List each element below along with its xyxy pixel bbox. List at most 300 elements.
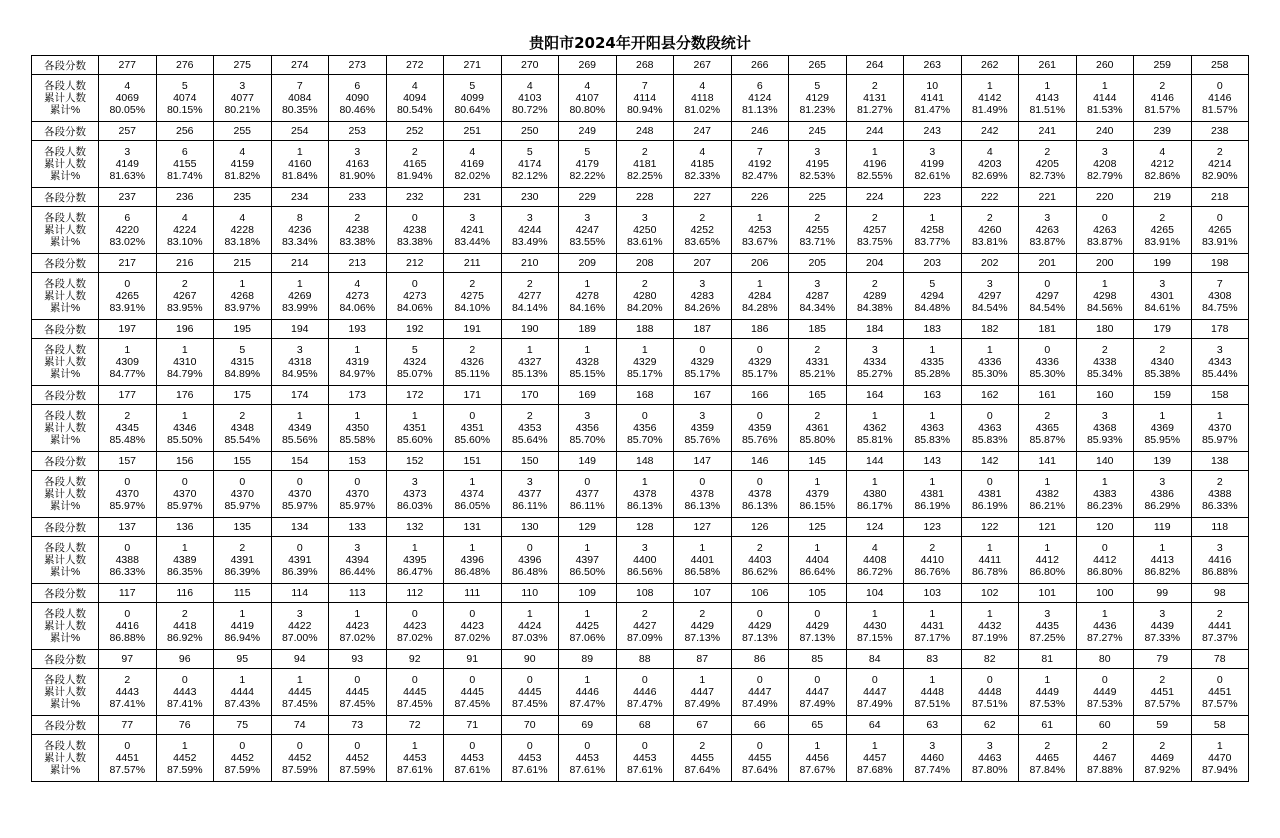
- percent-value: 87.03%: [511, 632, 548, 644]
- stats-cell: [501, 273, 559, 320]
- count-value: 1: [871, 146, 878, 158]
- stats-cell: [329, 471, 387, 518]
- score-cell: 181: [1019, 320, 1077, 339]
- percent-value: 86.15%: [799, 500, 836, 512]
- count-value: 0: [124, 476, 131, 488]
- cumulative-value: 4278: [575, 290, 599, 302]
- count-value: 8: [296, 212, 303, 224]
- score-cell: 197: [99, 320, 157, 339]
- score-cell: 131: [444, 518, 502, 537]
- score-cell: 144: [846, 452, 904, 471]
- stats-cell: [214, 537, 272, 584]
- stats-cell: [214, 75, 272, 122]
- cumulative-value: 4308: [1208, 290, 1232, 302]
- stats-cell: [674, 471, 732, 518]
- cumulative-value: 4328: [575, 356, 599, 368]
- stats-row: [32, 339, 1249, 386]
- stats-cell: [1076, 405, 1134, 452]
- score-cell: 243: [904, 122, 962, 141]
- percent-value: 82.61%: [914, 170, 951, 182]
- count-value: 0: [296, 542, 303, 554]
- percent-value: 86.33%: [109, 566, 146, 578]
- percent-value: 87.43%: [224, 698, 261, 710]
- count-value: 0: [1216, 212, 1223, 224]
- stats-cell: [616, 603, 674, 650]
- score-cell: 147: [674, 452, 732, 471]
- score-cell: 255: [214, 122, 272, 141]
- score-cell: 116: [156, 584, 214, 603]
- count-value: 3: [411, 476, 418, 488]
- stats-row: [32, 603, 1249, 650]
- percent-value: 87.13%: [741, 632, 778, 644]
- count-value: 1: [296, 146, 303, 158]
- percent-value: 87.59%: [166, 764, 203, 776]
- percent-value: 83.97%: [224, 302, 261, 314]
- cumulative-value: 4238: [403, 224, 427, 236]
- percent-value: 84.89%: [224, 368, 261, 380]
- percent-value: 87.88%: [1086, 764, 1123, 776]
- score-cell: 80: [1076, 650, 1134, 669]
- percent-value: 81.49%: [971, 104, 1008, 116]
- score-cell: 256: [156, 122, 214, 141]
- stats-cell: [1076, 273, 1134, 320]
- stats-cell: [846, 669, 904, 716]
- score-cell: 78: [1191, 650, 1249, 669]
- cumulative-value: 4362: [863, 422, 887, 434]
- percent-value: 81.84%: [281, 170, 318, 182]
- count-value: 0: [411, 608, 418, 620]
- cumulative-value: 4196: [863, 158, 887, 170]
- cumulative-value: 4423: [403, 620, 427, 632]
- count-value: 3: [1044, 212, 1051, 224]
- score-cell: 271: [444, 56, 502, 75]
- score-cell: 237: [99, 188, 157, 207]
- count-value: 2: [1159, 212, 1166, 224]
- score-cell: 117: [99, 584, 157, 603]
- stats-cell: [559, 669, 617, 716]
- percent-value: 84.75%: [1201, 302, 1238, 314]
- score-row: [32, 584, 1249, 603]
- score-cell: 248: [616, 122, 674, 141]
- count-value: 1: [469, 542, 476, 554]
- stats-cell: [99, 141, 157, 188]
- score-cell: 195: [214, 320, 272, 339]
- count-value: 3: [1101, 146, 1108, 158]
- percent-value: 80.46%: [339, 104, 376, 116]
- score-cell: 233: [329, 188, 387, 207]
- score-cell: 89: [559, 650, 617, 669]
- stats-cell: [616, 471, 674, 518]
- count-value: 1: [584, 674, 591, 686]
- percent-value: 87.51%: [914, 698, 951, 710]
- score-cell: 62: [961, 716, 1019, 735]
- percent-value: 87.64%: [741, 764, 778, 776]
- score-cell: 261: [1019, 56, 1077, 75]
- count-value: 2: [124, 410, 131, 422]
- score-cell: 250: [501, 122, 559, 141]
- score-cell: 178: [1191, 320, 1249, 339]
- stats-cell: [501, 405, 559, 452]
- percent-value: 87.45%: [396, 698, 433, 710]
- stats-cell: [329, 273, 387, 320]
- stats-cell: [1019, 339, 1077, 386]
- stats-cell: [444, 273, 502, 320]
- cumulative-value: 4452: [288, 752, 312, 764]
- count-value: 2: [354, 212, 361, 224]
- percent-value: 87.47%: [626, 698, 663, 710]
- stats-cell: [559, 603, 617, 650]
- score-cell: 168: [616, 386, 674, 405]
- cumulative-value: 4470: [1208, 752, 1232, 764]
- count-value: 2: [1101, 344, 1108, 356]
- score-cell: 192: [386, 320, 444, 339]
- score-cell: 242: [961, 122, 1019, 141]
- score-cell: 219: [1134, 188, 1192, 207]
- percent-value: 80.94%: [626, 104, 663, 116]
- cumulative-value: 4451: [1208, 686, 1232, 698]
- cumulative-value: 4380: [863, 488, 887, 500]
- percent-value: 85.70%: [626, 434, 663, 446]
- score-cell: 150: [501, 452, 559, 471]
- stats-cell: [99, 273, 157, 320]
- score-cell: 249: [559, 122, 617, 141]
- count-value: 1: [124, 344, 131, 356]
- stats-cell: [674, 75, 732, 122]
- count-value: 0: [411, 278, 418, 290]
- score-cell: 221: [1019, 188, 1077, 207]
- percent-value: 86.80%: [1086, 566, 1123, 578]
- cumulative-value: 4351: [460, 422, 484, 434]
- score-cell: 253: [329, 122, 387, 141]
- score-cell: 110: [501, 584, 559, 603]
- count-value: 3: [929, 740, 936, 752]
- cumulative-label: 累计人数: [44, 488, 86, 500]
- score-cell: 177: [99, 386, 157, 405]
- stats-cell: [1134, 339, 1192, 386]
- cumulative-value: 4391: [230, 554, 254, 566]
- stats-cell: [1076, 603, 1134, 650]
- percent-value: 87.51%: [971, 698, 1008, 710]
- percent-value: 87.61%: [569, 764, 606, 776]
- count-value: 0: [354, 740, 361, 752]
- stats-cell: [674, 207, 732, 254]
- percent-value: 87.45%: [511, 698, 548, 710]
- score-cell: 60: [1076, 716, 1134, 735]
- percent-value: 85.97%: [166, 500, 203, 512]
- stats-cell: [961, 603, 1019, 650]
- count-value: 1: [296, 674, 303, 686]
- cumulative-value: 4445: [403, 686, 427, 698]
- percent-value: 83.91%: [109, 302, 146, 314]
- percent-value: 87.09%: [626, 632, 663, 644]
- count-value: 3: [986, 740, 993, 752]
- stats-cell: [501, 537, 559, 584]
- score-cell: 113: [329, 584, 387, 603]
- cumulative-value: 4094: [403, 92, 427, 104]
- count-value: 4: [1159, 146, 1166, 158]
- cumulative-value: 4238: [345, 224, 369, 236]
- stats-cell: [1134, 669, 1192, 716]
- cumulative-value: 4388: [115, 554, 139, 566]
- score-cell: 149: [559, 452, 617, 471]
- stats-cell: [1134, 141, 1192, 188]
- score-cell: 156: [156, 452, 214, 471]
- cumulative-value: 4310: [173, 356, 197, 368]
- percent-value: 81.47%: [914, 104, 951, 116]
- stats-cell: [1076, 141, 1134, 188]
- stats-cell: [156, 471, 214, 518]
- count-value: 4: [411, 80, 418, 92]
- stats-cell: [386, 75, 444, 122]
- percent-value: 86.58%: [684, 566, 721, 578]
- count-value: 1: [641, 344, 648, 356]
- count-value: 1: [1101, 608, 1108, 620]
- stats-row: [32, 405, 1249, 452]
- percent-value: 83.38%: [339, 236, 376, 248]
- count-value: 0: [124, 608, 131, 620]
- score-cell: 145: [789, 452, 847, 471]
- stats-cell: [271, 537, 329, 584]
- cumulative-value: 4389: [173, 554, 197, 566]
- count-value: 3: [641, 542, 648, 554]
- score-row: [32, 188, 1249, 207]
- cumulative-value: 4453: [518, 752, 542, 764]
- score-label: 各段分数: [32, 452, 99, 471]
- cumulative-value: 4453: [575, 752, 599, 764]
- percent-value: 85.80%: [799, 434, 836, 446]
- cumulative-value: 4408: [863, 554, 887, 566]
- score-cell: 59: [1134, 716, 1192, 735]
- cumulative-value: 4395: [403, 554, 427, 566]
- stats-cell: [1191, 405, 1249, 452]
- cumulative-value: 4377: [575, 488, 599, 500]
- score-cell: 191: [444, 320, 502, 339]
- score-cell: 111: [444, 584, 502, 603]
- stats-cell: [271, 603, 329, 650]
- stats-cell: [214, 603, 272, 650]
- score-cell: 139: [1134, 452, 1192, 471]
- cumulative-value: 4160: [288, 158, 312, 170]
- percent-label: 累计%: [49, 302, 81, 314]
- cumulative-value: 4220: [115, 224, 139, 236]
- stats-cell: [846, 603, 904, 650]
- cumulative-value: 4326: [460, 356, 484, 368]
- score-cell: 90: [501, 650, 559, 669]
- count-value: 1: [181, 344, 188, 356]
- score-cell: 198: [1191, 254, 1249, 273]
- count-value: 3: [641, 212, 648, 224]
- cumulative-value: 4283: [690, 290, 714, 302]
- cumulative-value: 4416: [1208, 554, 1232, 566]
- score-cell: 91: [444, 650, 502, 669]
- stats-cell: [1134, 537, 1192, 584]
- score-label: 各段分数: [32, 650, 99, 669]
- score-cell: 166: [731, 386, 789, 405]
- count-value: 2: [1216, 608, 1223, 620]
- count-value: 0: [124, 542, 131, 554]
- percent-value: 86.48%: [511, 566, 548, 578]
- count-value: 0: [986, 410, 993, 422]
- count-value: 3: [469, 212, 476, 224]
- count-value: 4: [469, 146, 476, 158]
- stats-cell: [501, 669, 559, 716]
- score-cell: 210: [501, 254, 559, 273]
- percent-value: 87.59%: [339, 764, 376, 776]
- score-cell: 112: [386, 584, 444, 603]
- percent-value: 85.17%: [684, 368, 721, 380]
- percent-value: 87.25%: [1029, 632, 1066, 644]
- cumulative-value: 4103: [518, 92, 542, 104]
- count-value: 3: [1159, 608, 1166, 620]
- cumulative-value: 4370: [115, 488, 139, 500]
- count-value: 3: [986, 278, 993, 290]
- cumulative-value: 4315: [230, 356, 254, 368]
- percent-value: 86.94%: [224, 632, 261, 644]
- percent-value: 86.13%: [741, 500, 778, 512]
- cumulative-value: 4455: [748, 752, 772, 764]
- cumulative-value: 4343: [1208, 356, 1232, 368]
- count-value: 3: [699, 278, 706, 290]
- percent-value: 85.58%: [339, 434, 376, 446]
- count-value: 1: [239, 674, 246, 686]
- percent-value: 87.13%: [684, 632, 721, 644]
- count-value: 1: [871, 740, 878, 752]
- score-cell: 161: [1019, 386, 1077, 405]
- stats-cell: [386, 273, 444, 320]
- stats-cell: [961, 537, 1019, 584]
- count-value: 2: [181, 278, 188, 290]
- cumulative-value: 4453: [403, 752, 427, 764]
- stats-cell: [386, 471, 444, 518]
- stats-cell: [329, 537, 387, 584]
- count-value: 2: [986, 212, 993, 224]
- score-cell: 124: [846, 518, 904, 537]
- cumulative-value: 4327: [518, 356, 542, 368]
- score-cell: 188: [616, 320, 674, 339]
- percent-value: 85.07%: [396, 368, 433, 380]
- stats-cell: [904, 207, 962, 254]
- cumulative-value: 4165: [403, 158, 427, 170]
- stats-label-cell: [32, 339, 99, 386]
- cumulative-value: 4247: [575, 224, 599, 236]
- cumulative-value: 4368: [1093, 422, 1117, 434]
- stats-cell: [156, 669, 214, 716]
- count-value: 5: [814, 80, 821, 92]
- percent-value: 83.18%: [224, 236, 261, 248]
- count-value: 1: [411, 542, 418, 554]
- count-value: 0: [296, 740, 303, 752]
- score-cell: 151: [444, 452, 502, 471]
- count-value: 4: [584, 80, 591, 92]
- percent-value: 83.65%: [684, 236, 721, 248]
- score-cell: 182: [961, 320, 1019, 339]
- percent-value: 84.95%: [281, 368, 318, 380]
- cumulative-value: 4411: [978, 554, 1002, 566]
- count-label: 各段人数: [44, 740, 86, 752]
- count-value: 2: [1044, 740, 1051, 752]
- percent-value: 86.03%: [396, 500, 433, 512]
- cumulative-value: 4463: [978, 752, 1002, 764]
- cumulative-value: 4460: [920, 752, 944, 764]
- count-value: 6: [354, 80, 361, 92]
- percent-value: 85.21%: [799, 368, 836, 380]
- cumulative-label: 累计人数: [44, 290, 86, 302]
- score-cell: 252: [386, 122, 444, 141]
- percent-value: 87.59%: [281, 764, 318, 776]
- score-cell: 215: [214, 254, 272, 273]
- count-value: 1: [1216, 410, 1223, 422]
- count-value: 2: [699, 608, 706, 620]
- count-value: 1: [181, 410, 188, 422]
- stats-cell: [789, 735, 847, 782]
- cumulative-value: 4118: [690, 92, 714, 104]
- stats-cell: [99, 75, 157, 122]
- score-cell: 153: [329, 452, 387, 471]
- stats-cell: [329, 735, 387, 782]
- stats-cell: [501, 603, 559, 650]
- stats-cell: [156, 339, 214, 386]
- stats-cell: [156, 273, 214, 320]
- count-value: 0: [584, 476, 591, 488]
- stats-cell: [1019, 75, 1077, 122]
- count-value: 1: [1216, 740, 1223, 752]
- stats-label-cell: [32, 537, 99, 584]
- percent-value: 87.06%: [569, 632, 606, 644]
- cumulative-value: 4403: [748, 554, 772, 566]
- percent-label: 累计%: [49, 632, 81, 644]
- stats-cell: [904, 537, 962, 584]
- cumulative-value: 4263: [1093, 224, 1117, 236]
- percent-value: 85.76%: [741, 434, 778, 446]
- score-cell: 202: [961, 254, 1019, 273]
- cumulative-value: 4452: [230, 752, 254, 764]
- count-value: 3: [814, 146, 821, 158]
- stats-cell: [1019, 735, 1077, 782]
- percent-value: 83.61%: [626, 236, 663, 248]
- score-cell: 209: [559, 254, 617, 273]
- stats-cell: [329, 603, 387, 650]
- score-cell: 267: [674, 56, 732, 75]
- count-value: 2: [1101, 740, 1108, 752]
- score-cell: 247: [674, 122, 732, 141]
- percent-value: 82.47%: [741, 170, 778, 182]
- count-value: 1: [1101, 80, 1108, 92]
- count-value: 0: [181, 674, 188, 686]
- score-cell: 274: [271, 56, 329, 75]
- cumulative-value: 4269: [288, 290, 312, 302]
- stats-row: [32, 735, 1249, 782]
- score-cell: 140: [1076, 452, 1134, 471]
- cumulative-value: 4429: [805, 620, 829, 632]
- cumulative-value: 4369: [1150, 422, 1174, 434]
- cumulative-label: 累计人数: [44, 356, 86, 368]
- count-value: 3: [296, 344, 303, 356]
- count-value: 1: [526, 608, 533, 620]
- count-value: 0: [526, 674, 533, 686]
- stats-cell: [1076, 75, 1134, 122]
- score-cell: 114: [271, 584, 329, 603]
- count-value: 3: [1159, 278, 1166, 290]
- count-value: 2: [124, 674, 131, 686]
- stats-cell: [1019, 273, 1077, 320]
- score-cell: 187: [674, 320, 732, 339]
- score-cell: 254: [271, 122, 329, 141]
- score-cell: 119: [1134, 518, 1192, 537]
- score-cell: 196: [156, 320, 214, 339]
- percent-value: 87.61%: [454, 764, 491, 776]
- score-cell: 93: [329, 650, 387, 669]
- cumulative-label: 累计人数: [44, 686, 86, 698]
